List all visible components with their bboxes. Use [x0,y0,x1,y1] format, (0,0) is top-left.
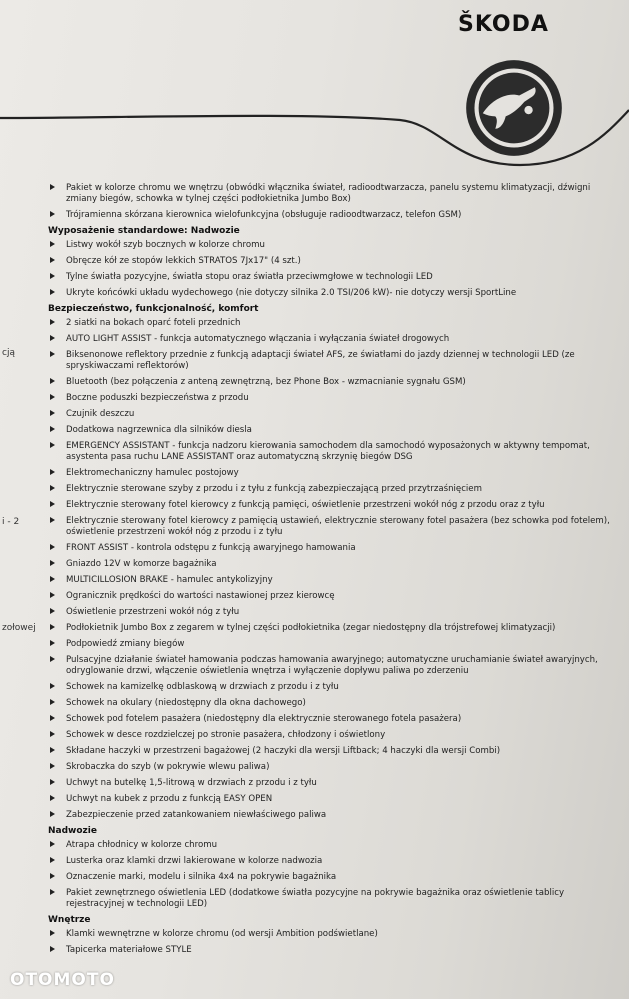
bullet-icon [50,841,55,847]
list-item [46,500,614,511]
list-item [46,543,614,554]
list-item [46,872,614,883]
list-item [46,730,614,741]
list-item-text: Boczne poduszki bezpieczeństwa z przodu [66,393,249,403]
bullet-icon [50,442,55,448]
list-item [46,682,614,693]
list-item-text: Podłokietnik Jumbo Box z zegarem w tylnej części podłokietnika (zegar niedostępny dla trójstrefowej klimatyzacji) [66,623,556,633]
list-item [46,318,614,329]
list-item-text: Schowek pod fotelem pasażera (niedostępny dla elektrycznie sterowanego fotela pasażera) [66,714,462,724]
list-item [46,778,614,789]
list-item [46,272,614,283]
list-item-text: Schowek na okulary (niedostępny dla okna dachowego) [66,698,306,708]
list-item [46,655,614,677]
list-item-text: Skrobaczka do szyb (w pokrywie wlewu paliwa) [66,762,270,772]
bullet-icon [50,779,55,785]
list-item-text: Gniazdo 12V w komorze bagażnika [66,559,217,569]
list-item-text: FRONT ASSIST - kontrola odstępu z funkcją awaryjnego hamowania [66,543,356,553]
section-heading: Wnętrze [48,915,91,925]
list-item-text: Dodatkowa nagrzewnica dla silników diesla [66,425,252,435]
list-item [46,810,614,821]
list-item-text: Listwy wokół szyb bocznych w kolorze chromu [66,240,265,250]
margin-fragment: i - 2 [2,517,20,527]
list-item [46,425,614,436]
list-item-text: Oznaczenie marki, modelu i silnika 4x4 na pokrywie bagażnika [66,872,337,882]
list-item [46,929,614,940]
list-item [46,575,614,586]
list-item [46,840,614,851]
bullet-icon [50,410,55,416]
bullet-icon [50,683,55,689]
list-item-text: MULTICILLOSION BRAKE - hamulec antykolizyjny [66,575,273,585]
bullet-icon [50,241,55,247]
list-item-text: Pulsacyjne działanie świateł hamowania podczas hamowania awaryjnego; automatyczne uruchamianie świateł awaryjnych, odryglowanie drzwi, włączenie oświetlenia wnętrza i wyłączenie dopływu paliwa po zderzeniu [66,655,598,676]
list-item-text: Zabezpieczenie przed zatankowaniem niewłaściwego paliwa [66,810,327,820]
list-item [46,288,614,299]
list-item-text: Ukryte końcówki układu wydechowego (nie dotyczy silnika 2.0 TSI/206 kW)- nie dotyczy wersji SportLine [66,288,517,298]
list-item-text: Atrapa chłodnicy w kolorze chromu [66,840,218,850]
bullet-icon [50,257,55,263]
list-item [46,945,614,956]
list-item [46,607,614,618]
bullet-icon [50,560,55,566]
bullet-icon [50,501,55,507]
list-item-text: Oświetlenie przestrzeni wokół nóg z tyłu [66,607,240,617]
bullet-icon [50,576,55,582]
list-item [46,240,614,251]
list-item [46,468,614,479]
bullet-icon [50,426,55,432]
list-item-text: Elektrycznie sterowane szyby z przodu i z tyłu z funkcją zabezpieczającą przed przytrzaśnięciem [66,484,482,494]
bullet-icon [50,211,55,217]
list-item [46,794,614,805]
list-item-text: Elektromechaniczny hamulec postojowy [66,468,239,478]
bullet-icon [50,624,55,630]
list-item [46,591,614,602]
bullet-icon [50,715,55,721]
list-item [46,409,614,420]
bullet-icon [50,873,55,879]
bullet-icon [50,592,55,598]
list-item-text: AUTO LIGHT ASSIST - funkcja automatycznego włączania i wyłączania świateł drogowych [66,334,450,344]
list-item-text: Czujnik deszczu [66,409,135,419]
bullet-icon [50,731,55,737]
bullet-icon [50,544,55,550]
list-item [46,762,614,773]
list-item-text: Uchwyt na butelkę 1,5-litrową w drzwiach z przodu i z tyłu [66,778,317,788]
bullet-icon [50,319,55,325]
bullet-icon [50,763,55,769]
list-item-text: Elektrycznie sterowany fotel kierowcy z funkcją pamięci, oświetlenie przestrzeni wokół nóg z przodu oraz z tyłu [66,500,545,510]
list-item-text: Składane haczyki w przestrzeni bagażowej (2 haczyki dla wersji Liftback; 4 haczyki dla wersji Combi) [66,746,501,756]
list-item [46,484,614,495]
bullet-icon [50,656,55,662]
list-item-text: Elektrycznie sterowany fotel kierowcy z pamięcią ustawień, elektrycznie sterowany fotel pasażera (bez schowka pod fotelem), oświetlenie przestrzeni wokół nóg z przodu i z tyłu [66,516,610,537]
list-item [46,559,614,570]
list-item-text: Tylne światła pozycyjne, światła stopu oraz światła przeciwmgłowe w technologii LED [66,272,433,282]
bullet-icon [50,640,55,646]
bullet-icon [50,378,55,384]
list-item [46,256,614,267]
list-item-text: Schowek na kamizelkę odblaskową w drzwiach z przodu i z tyłu [66,682,339,692]
bullet-icon [50,811,55,817]
bullet-icon [50,469,55,475]
bullet-icon [50,289,55,295]
bullet-icon [50,517,55,523]
equipment-list [46,183,614,961]
list-item-text: Klamki wewnętrzne w kolorze chromu (od wersji Ambition podświetlane) [66,929,378,939]
list-item-text: Pakiet zewnętrznego oświetlenia LED (dodatkowe światła pozycyjne na pokrywie bagażnika oraz oświetlenie tablicy rejestracyjnej w technologii LED) [66,888,565,909]
list-item [46,393,614,404]
list-item-text: Trójramienna skórzana kierownica wielofunkcyjna (obsługuje radioodtwarzacz, telefon GSM) [66,210,462,220]
list-item [46,441,614,463]
list-item-text: Bluetooth (bez połączenia z anteną zewnętrzną, bez Phone Box - wzmacnianie sygnału GSM) [66,377,466,387]
list-item-text: Schowek w desce rozdzielczej po stronie pasażera, chłodzony i oświetlony [66,730,386,740]
margin-fragment: cją [2,348,15,358]
list-item [46,639,614,650]
list-item [46,334,614,345]
list-item [46,698,614,709]
bullet-icon [50,699,55,705]
list-item [46,623,614,634]
list-item [46,377,614,388]
section-heading: Wyposażenie standardowe: Nadwozie [48,226,240,236]
bullet-icon [50,335,55,341]
list-item [46,714,614,725]
brand-wordmark: ŠKODA [458,12,549,37]
bullet-icon [50,930,55,936]
list-item-text: EMERGENCY ASSISTANT - funkcja nadzoru kierowania samochodem dla samochodó wyposażonych w aktywny tempomat, asystenta pasa ruchu LANE ASSISTANT oraz automatyczną skrzynię biegów DSG [66,441,590,462]
section-heading: Bezpieczeństwo, funkcjonalność, komfort [48,304,259,314]
list-item-text: Lusterka oraz klamki drzwi lakierowane w kolorze nadwozia [66,856,323,866]
section-heading: Nadwozie [48,826,97,836]
bullet-icon [50,889,55,895]
list-item-text: Uchwyt na kubek z przodu z funkcją EASY OPEN [66,794,273,804]
list-item-text: Podpowiedź zmiany biegów [66,639,185,649]
skoda-logo-icon [462,56,566,160]
watermark: OTOMOTO [10,970,115,990]
bullet-icon [50,946,55,952]
bullet-icon [50,184,55,190]
list-item [46,746,614,757]
bullet-icon [50,394,55,400]
bullet-icon [50,485,55,491]
list-item [46,856,614,867]
list-item-text: Obręcze kół ze stopów lekkich STRATOS 7Jx17" (4 szt.) [66,256,301,266]
bullet-icon [50,273,55,279]
list-item-text: 2 siatki na bokach oparć foteli przednich [66,318,241,328]
list-item-text: Ogranicznik prędkości do wartości nastawionej przez kierowcę [66,591,335,601]
list-item [46,210,614,221]
list-item [46,888,614,910]
list-item-text: Biksenonowe reflektory przednie z funkcją adaptacji świateł AFS, ze światłami do jazdy dziennej w technologii LED (ze spryskiwaczami reflektorów) [66,350,575,371]
list-item [46,183,614,205]
list-item-text: Pakiet w kolorze chromu we wnętrzu (obwódki włącznika świateł, radioodtwarzacza, panelu systemu klimatyzacji, dźwigni zmiany biegów, schowka w tylnej części podłokietnika Jumbo Box) [66,183,591,204]
list-item [46,350,614,372]
bullet-icon [50,608,55,614]
bullet-icon [50,857,55,863]
list-item-text: Tapicerka materiałowe STYLE [66,945,192,955]
list-item [46,516,614,538]
margin-fragment: zołowej [2,623,36,633]
bullet-icon [50,351,55,357]
bullet-icon [50,795,55,801]
bullet-icon [50,747,55,753]
